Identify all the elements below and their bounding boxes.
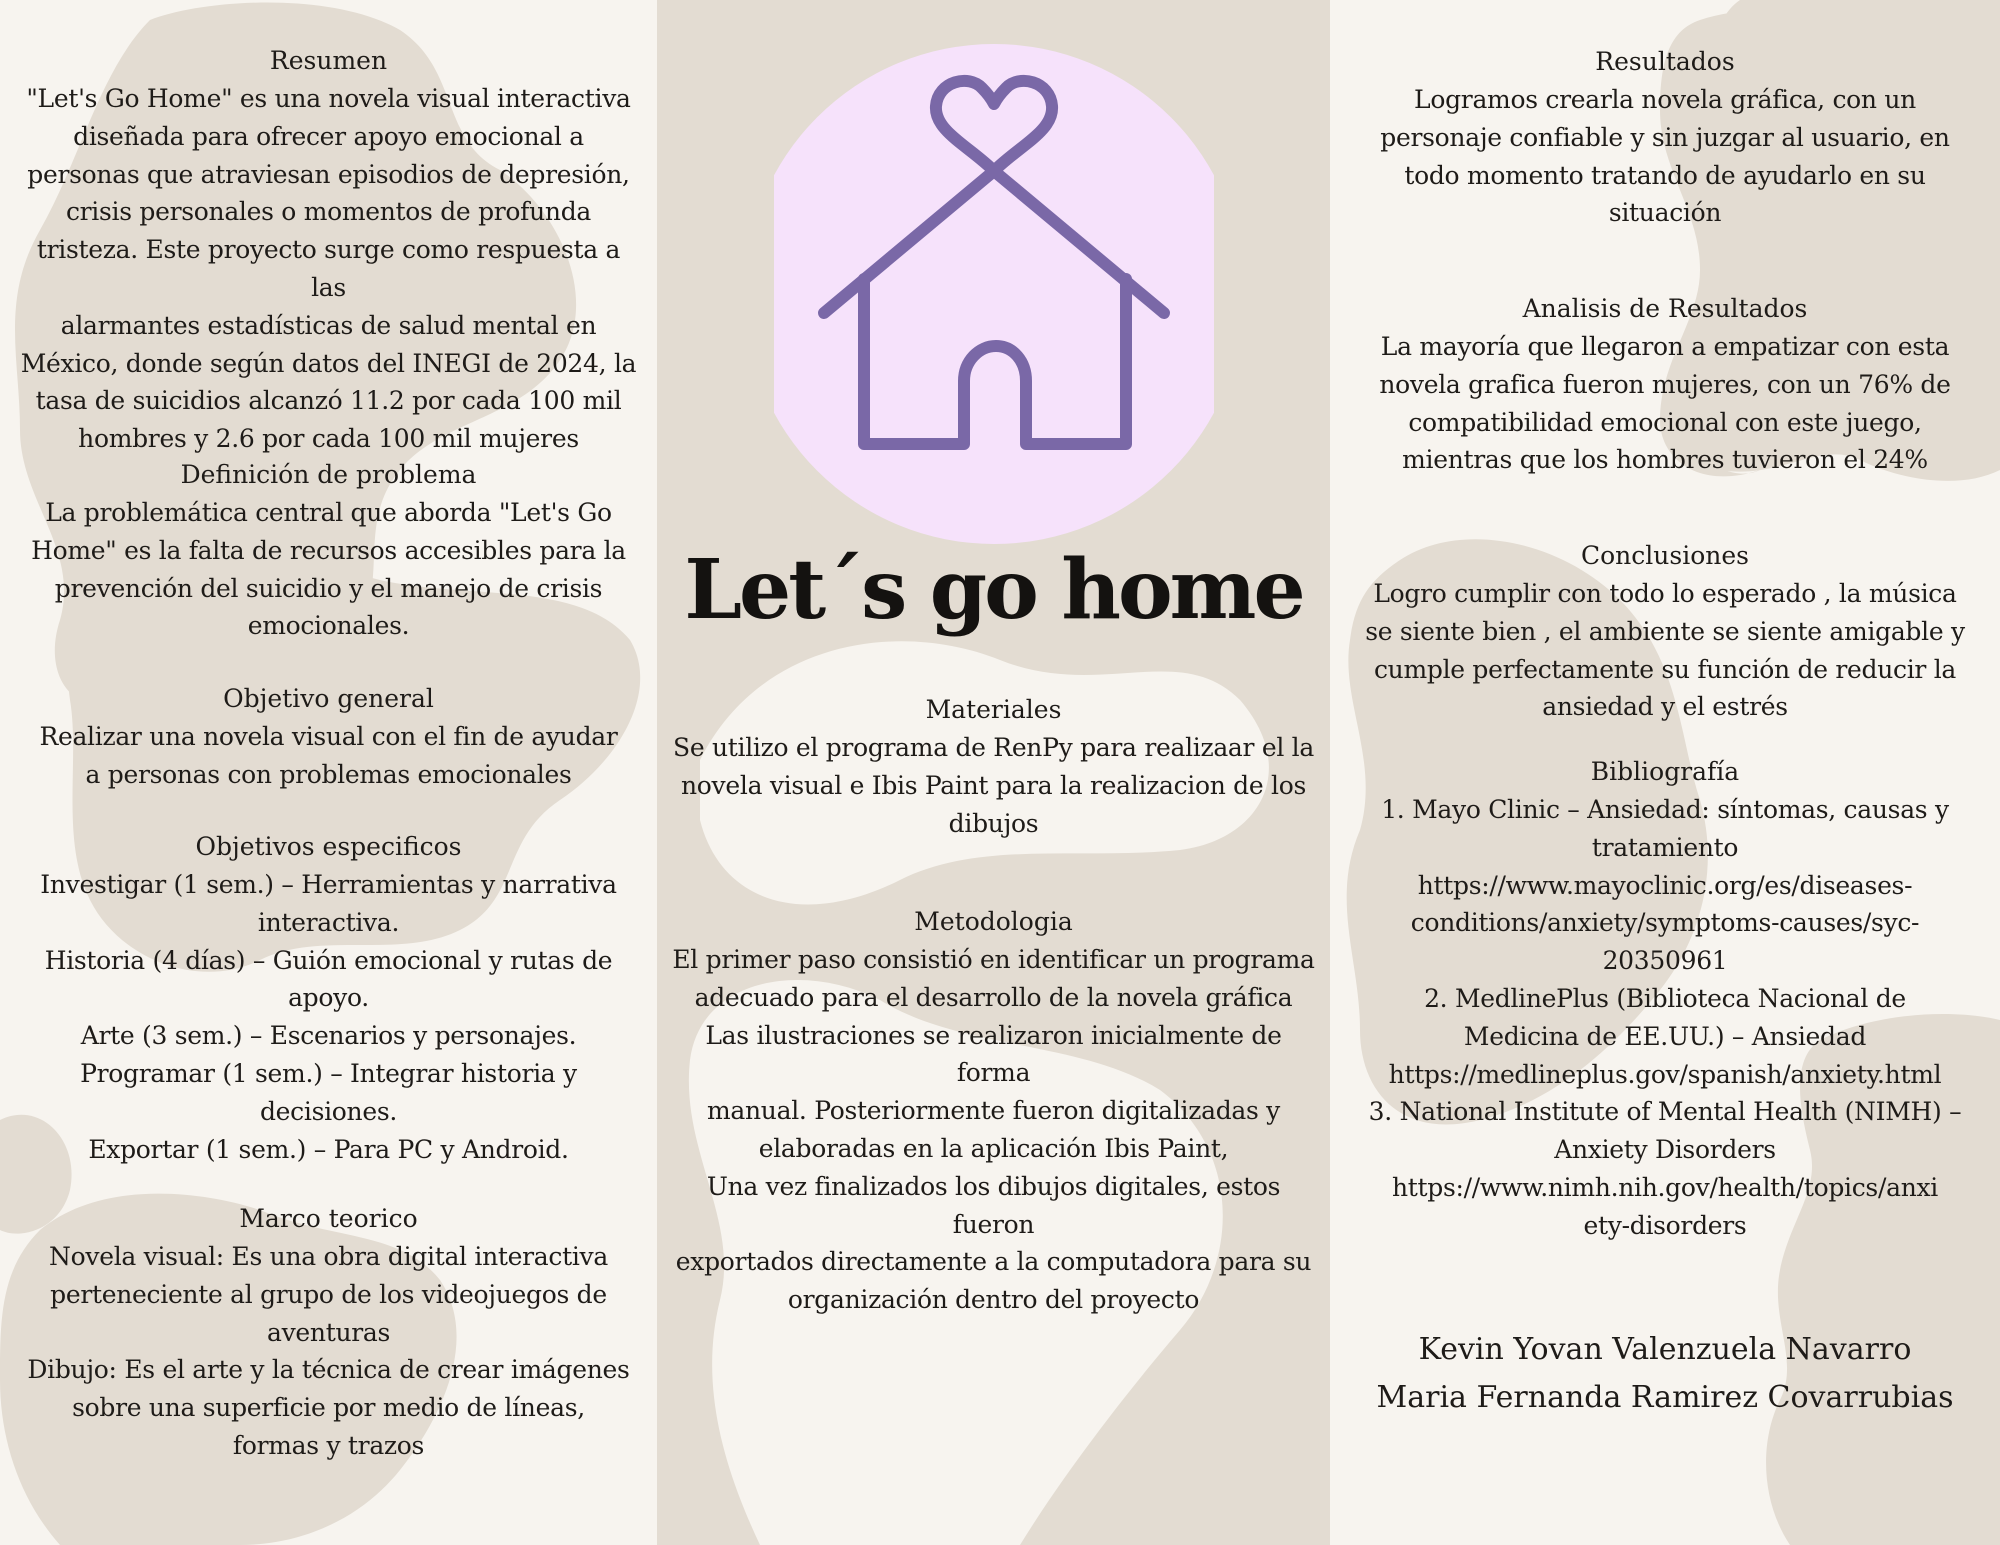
section-objetivo-general <box>0 680 657 794</box>
section-body: Realizar una novela visual con el fin de ayudar a personas con problemas emocionales <box>39 722 618 789</box>
section-body: Novela visual: Es una obra digital interactiva perteneciente al grupo de los videojuegos de aventuras Dibujo: Es el arte y la técnica de crear imágenes sobre una superficie por medio de líneas, formas y trazos <box>27 1242 630 1460</box>
section-heading: Resumen <box>269 46 388 75</box>
section-body: "Let's Go Home" es una novela visual interactiva diseñada para ofrecer apoyo emocional a personas que atraviesan episodios de depresión, crisis personales o momentos de profunda tristeza. Este proyecto surge como respuesta a las alarmantes estadísticas de salud mental en México, donde según datos del INEGI de 2024, la tasa de suicidios alcanzó 11.2 por cada 100 mil hombres y 2.6 por cada 100 mil mujeres <box>20 84 637 454</box>
author-name: Maria Fernanda Ramirez Covarrubias <box>1376 1380 1954 1415</box>
middle-column <box>657 0 1330 1545</box>
section-body: La mayoría que llegaron a empatizar con esta novela grafica fueron mujeres, con un 76% de compatibilidad emocional con este juego, mientras que los hombres tuvieron el 24% <box>1379 332 1951 475</box>
section-objetivos-especificos <box>0 828 657 1168</box>
section-body: La problemática central que aborda "Let's Go Home" es la falta de recursos accesibles para la prevención del suicidio y el manejo de crisis emocionales. <box>31 498 626 641</box>
section-bibliografia <box>1330 753 2000 1245</box>
section-heading: Analisis de Resultados <box>1522 294 1808 323</box>
section-heading: Marco teorico <box>239 1204 418 1233</box>
section-heading: Materiales <box>925 695 1062 724</box>
section-heading: Metodologia <box>914 907 1073 936</box>
section-definicion <box>0 456 657 645</box>
house-with-heart-icon <box>774 36 1214 546</box>
section-marco-teorico <box>0 1200 657 1465</box>
section-materiales <box>657 691 1330 842</box>
section-heading: Resultados <box>1595 47 1735 76</box>
section-conclusiones <box>1330 537 2000 726</box>
section-heading: Objetivo general <box>223 684 434 713</box>
section-heading: Bibliografía <box>1590 757 1740 786</box>
section-resumen <box>0 42 657 458</box>
author-name: Kevin Yovan Valenzuela Navarro <box>1418 1332 1912 1367</box>
section-body: 1. Mayo Clinic – Ansiedad: síntomas, causas y tratamiento https://www.mayoclinic.org/es/diseases- conditions/anxiety/symptoms-causes/syc- 20350961 2. MedlinePlus (Biblioteca Nacional de Medicina de EE.UU.) – Ansiedad https://medlineplus.gov/spanish/anxiety.html 3. National Institute of Mental Health (NIMH) – Anxiety Disorders https://www.nimh.nih.gov/health/topics/anxi ety-disorders <box>1368 795 1962 1240</box>
left-column <box>0 0 657 1545</box>
section-resultados <box>1330 43 2000 232</box>
section-body: El primer paso consistió en identificar un programa adecuado para el desarrollo de la novela gráfica Las ilustraciones se realizaron inicialmente de forma manual. Posteriormente fueron digitalizadas y elaboradas en la aplicación Ibis Paint, Una vez finalizados los dibujos digitales, estos fueron exportados directamente a la computadora para su organización dentro del proyecto <box>672 945 1315 1315</box>
section-heading: Definición de problema <box>180 460 477 489</box>
section-analisis <box>1330 290 2000 479</box>
section-heading: Objetivos especificos <box>195 832 462 861</box>
section-metodologia <box>657 903 1330 1319</box>
section-body: Investigar (1 sem.) – Herramientas y narrativa interactiva. Historia (4 días) – Guión emocional y rutas de apoyo. Arte (3 sem.) – Escenarios y personajes. Programar (1 sem.) – Integrar historia y decisiones. Exportar (1 sem.) – Para PC y Android. <box>40 870 617 1164</box>
right-column <box>1330 0 2000 1545</box>
section-body: Logramos crearla novela gráfica, con un personaje confiable y sin juzgar al usuario, en todo momento tratando de ayudarlo en su situación <box>1380 85 1950 228</box>
section-body: Se utilizo el programa de RenPy para realizaar el la novela visual e Ibis Paint para la realizacion de los dibujos <box>673 733 1314 838</box>
page-title: Let´s go home <box>684 542 1303 638</box>
section-body: Logro cumplir con todo lo esperado , la música se siente bien , el ambiente se siente amigable y cumple perfectamente su función de reducir la ansiedad y el estrés <box>1365 579 1965 722</box>
authors-block <box>1330 1326 2000 1422</box>
section-heading: Conclusiones <box>1581 541 1749 570</box>
